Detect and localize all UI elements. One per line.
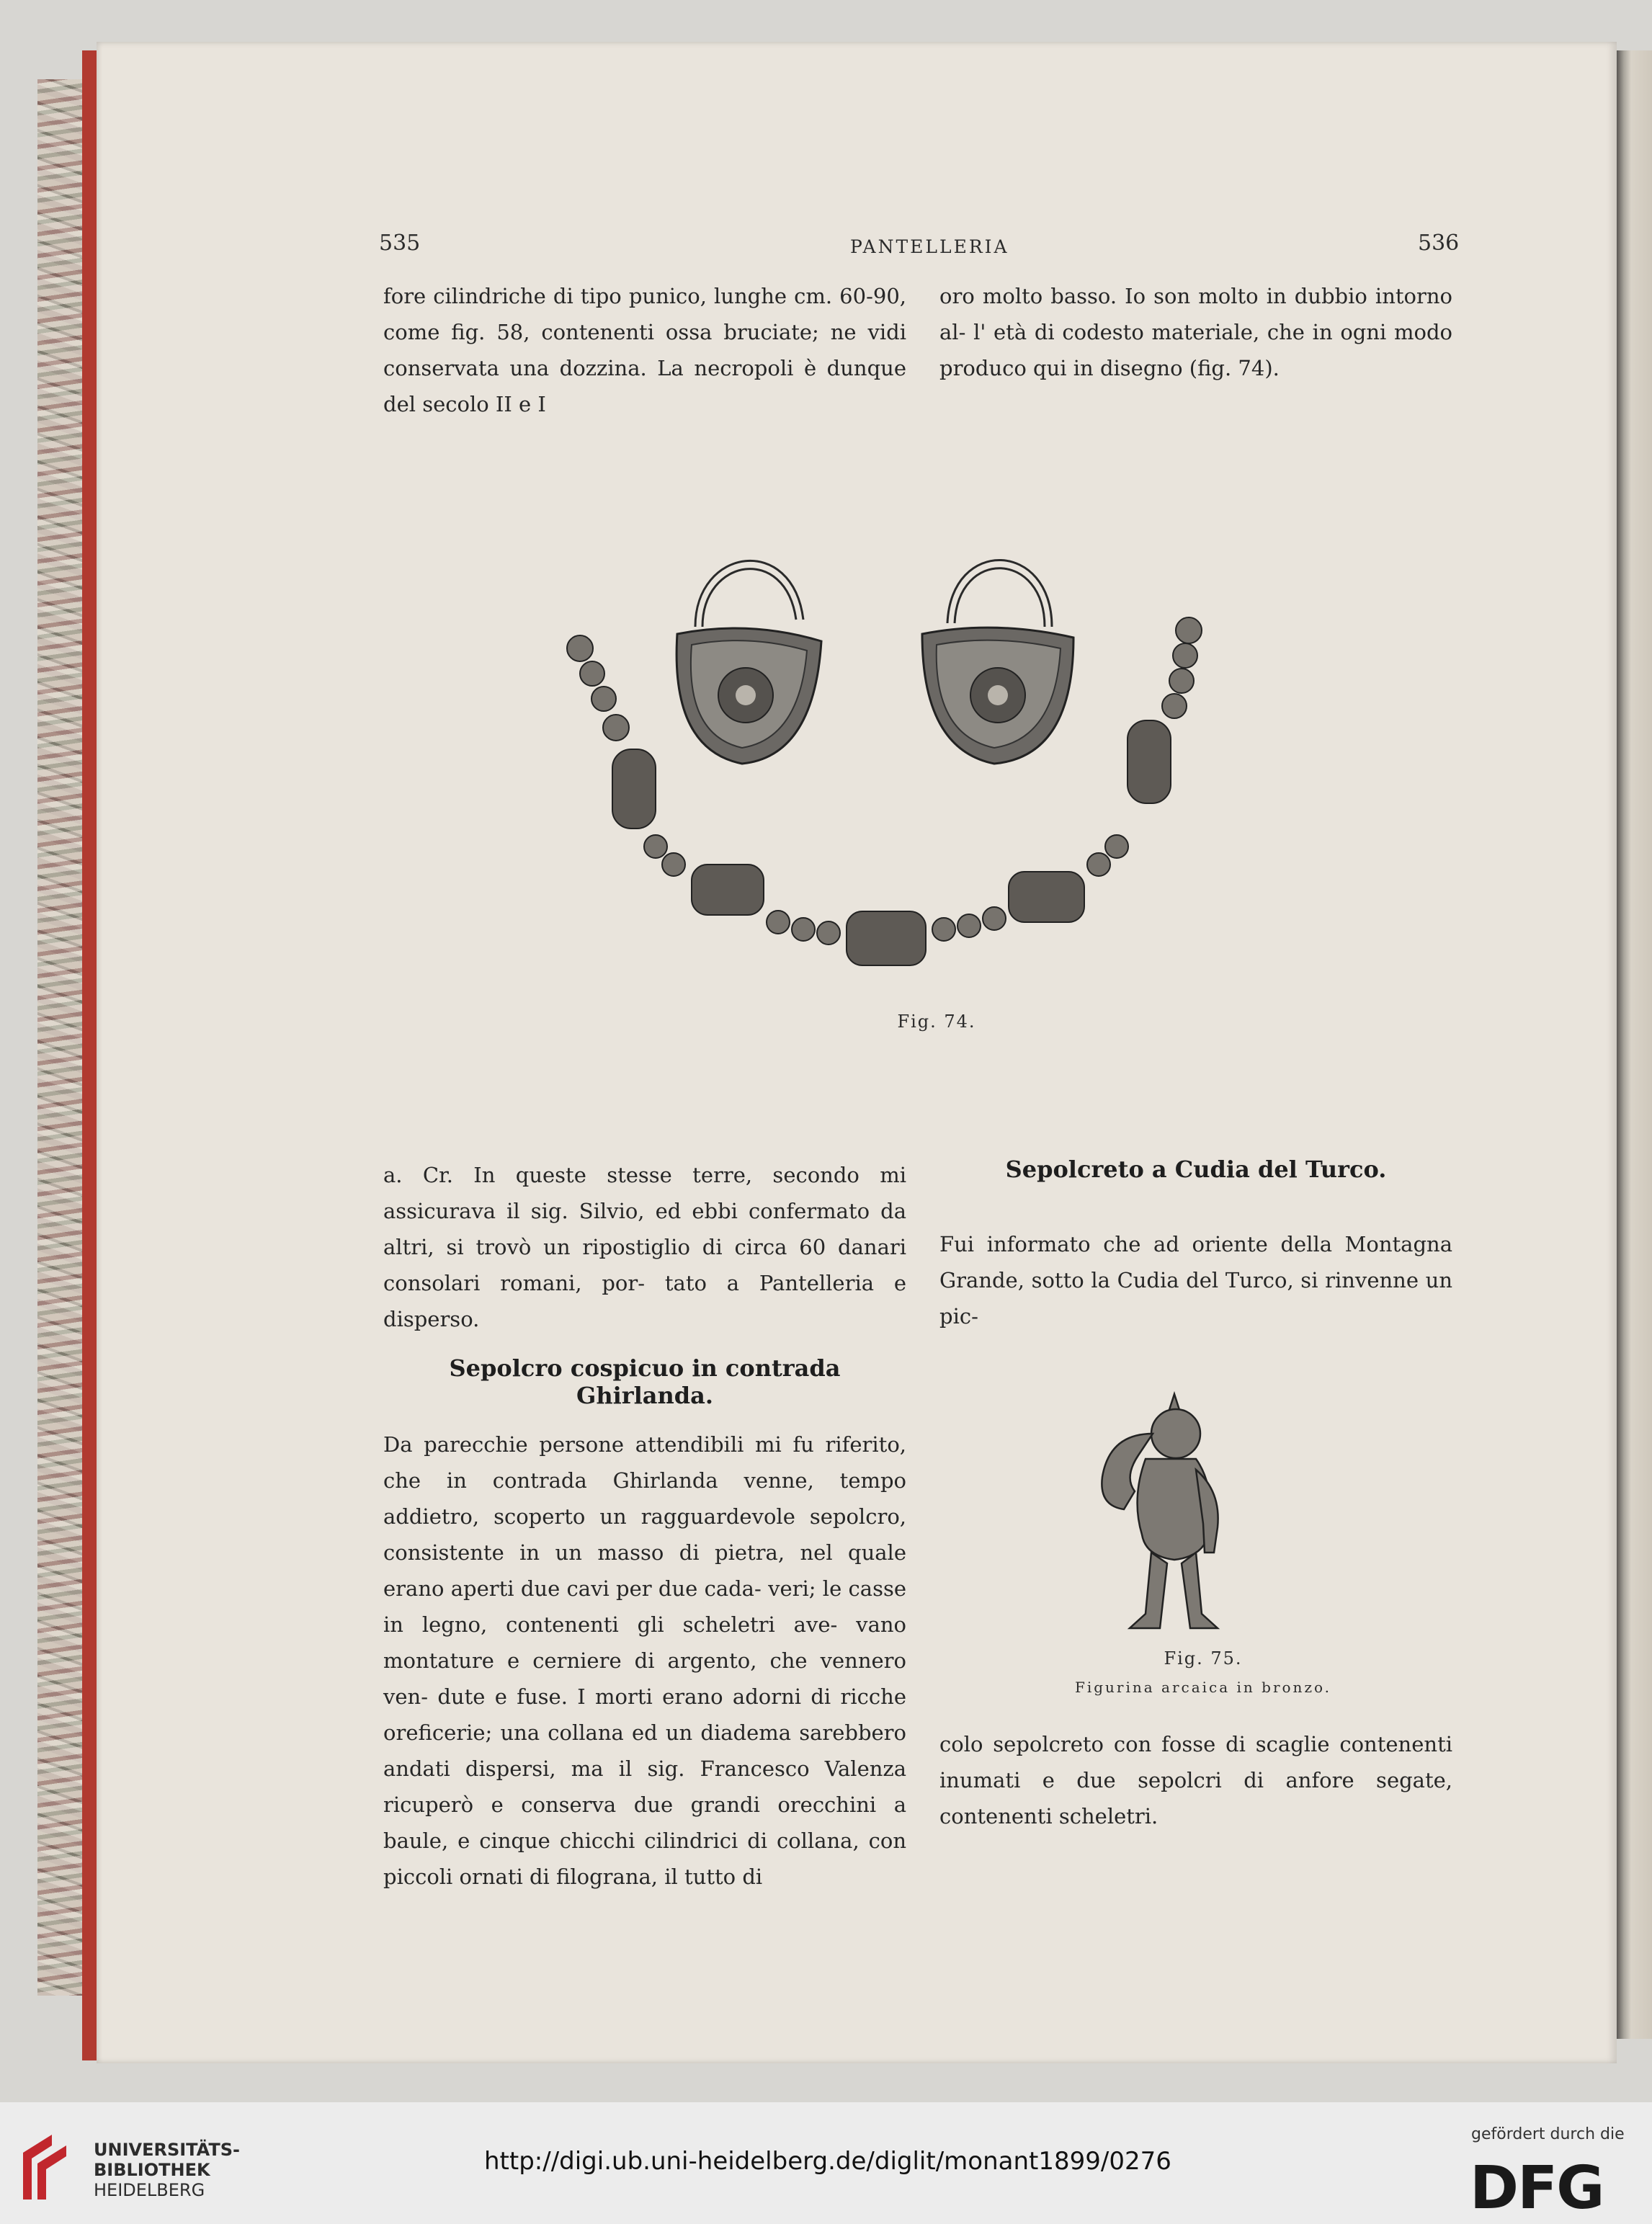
page-number-right: 536 (1418, 231, 1460, 256)
library-name-line2: BIBLIOTHEK (94, 2160, 210, 2180)
next-page-edge (1617, 50, 1652, 2039)
running-title: PANTELLERIA (850, 236, 1009, 257)
marbled-book-edge (37, 79, 84, 1996)
figure-75-caption: Fig. 75. (1164, 1648, 1243, 1669)
digitization-footer (0, 2102, 1652, 2224)
text-block-bottom-left: Da parecchie persone attendibili mi fu riferito, che in contrada Ghirlanda venne, tempo addietro, scoperto un ragguardevole sepolcro, consistente in un masso di pietra, nel quale erano aperti due cavi per due cada- veri; le casse in legno, contenenti gli scheletri ave- vano montature e cerniere di argento, che vennero ven- dute e fuse. I morti erano adorni di ricche oreficerie; una collana ed un diadema sarebbero andati dispersi, ma il sig. Francesco Valenza ricuperò e conserva due grandi orecchini a baule, e cinque chicchi cilindrici di collana, con piccoli ornati di filograna, il tutto di (383, 1432, 906, 1889)
figure-74-jewelry-illustration (548, 519, 1326, 987)
text-block-top-left: fore cilindriche di tipo punico, lunghe cm. 60-90, come fig. 58, contenenti ossa bruciate; ne vidi conservata una dozzina. La necropoli è dunque del secolo II e I (383, 284, 906, 416)
page-number-left: 535 (379, 231, 421, 256)
figure-74-caption: Fig. 74. (897, 1011, 976, 1032)
figure-75-bronze-figurine (1066, 1390, 1275, 1635)
text-block-mid-right: Fui informato che ad oriente della Montagna Grande, sotto la Cudia del Turco, si rinvenne un pic- (939, 1232, 1452, 1328)
text-block-bottom-right: colo sepolcreto con fosse di scaglie contenenti inumati e due sepolcri di anfore segate, contenenti scheletri. (939, 1732, 1452, 1828)
permalink-url[interactable]: http://digi.ub.uni-heidelberg.de/diglit/monant1899/0276 (484, 2147, 1171, 2176)
section-heading-cudia-del-turco: Sepolcreto a Cudia del Turco. (1005, 1156, 1387, 1183)
section-heading-ghirlanda: Sepolcro cospicuo in contrada Ghirlanda. (449, 1354, 841, 1409)
text-block-mid-left: a. Cr. In queste stesse terre, secondo mi assicurava il sig. Silvio, ed ebbi confermato da altri, si trovò un ripostiglio di circa 60 danari consolari romani, por- tato a Pantelleria e disperso. (383, 1163, 906, 1331)
university-library-logo-icon (16, 2131, 81, 2203)
text-block-top-right: oro molto basso. Io son molto in dubbio intorno al- l' età di codesto materiale, che in ogni modo produco qui in disegno (fig. 74). (939, 284, 1452, 380)
figure-75-subcaption: Figurina arcaica in bronzo. (1074, 1679, 1332, 1696)
red-page-edge (82, 50, 97, 2060)
library-name-line1: UNIVERSITÄTS- (94, 2140, 241, 2160)
funding-note: gefördert durch die (1471, 2125, 1625, 2143)
dfg-logo: DFG (1470, 2154, 1604, 2223)
library-name-line3: HEIDELBERG (94, 2180, 205, 2200)
